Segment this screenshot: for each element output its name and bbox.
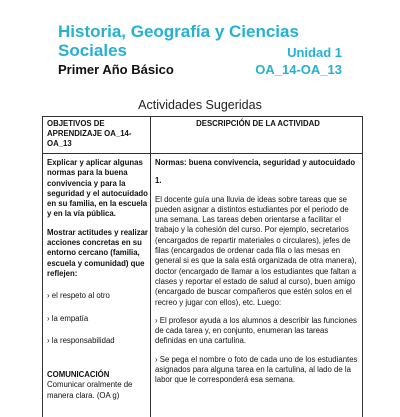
norms-heading: Normas: buena convivencia, seguridad y autocuidado (155, 158, 356, 167)
oa-range: OA_14-OA_13 (255, 62, 342, 77)
header-divider (43, 153, 363, 154)
value-item-empathy: › la empatía (47, 313, 89, 323)
value-item-respect: › el respeto al otro (47, 291, 110, 301)
value-item-responsibility: › la responsabilidad (47, 335, 115, 345)
grade-level: Primer Año Básico (58, 62, 174, 77)
activities-table (42, 116, 363, 417)
col-header-description: DESCRIPCIÓN DE LA ACTIVIDAD (196, 119, 320, 128)
subject-title: Historia, Geografía y Ciencias Sociales (58, 22, 299, 60)
activity-paragraph-1: El docente guía una lluvia de ideas sobre tareas que se pueden asignar a distintos estudiantes por el periodo de una semana. Las tareas deben orientarse a facilitar el trabajo y la cohesión del curso. Por ejemplo, secretarios (encargados de repartir materiales o circulares), jefes de filas (encargados de ordenar cada fila o las mesas en general si es que la sala está organizada de otra manera), doctor (encargado de llamar a los estudiantes que faltan a clases y reportar el estado de salud al curso), buen amigo (encargado de buscar compañeros que estén solos en el recreo y jugar con ellos), etc. Luego: (155, 194, 357, 307)
section-title: Actividades Sugeridas (138, 98, 262, 112)
activity-paragraph-3: › Se pega el nombre o foto de cada uno de los estudiantes asignados para alguna tarea en la cartulina, al lado de la labor que le corresponderá esa semana. (155, 354, 358, 385)
description-cell (155, 158, 359, 386)
objective-text-2: Mostrar actitudes y realizar acciones concretas en su entorno cercano (familia, escuela y comunidad) que reflejen: (47, 227, 148, 278)
objectives-cell (47, 158, 149, 401)
activity-paragraph-2: › El profesor ayuda a los alumnos a describir las funciones de cada tarea y, en conjunto, enumeran las tareas definidas en una cartulina. (155, 315, 357, 346)
objective-text-1: Explicar y aplicar algunas normas para la buena convivencia y para la seguridad y el autocuidado en su familia, en la escuela y en la vía pública. (47, 158, 148, 219)
unit-label: Unidad 1 (287, 45, 342, 60)
communication-heading: COMUNICACIÓN (47, 370, 110, 380)
col-header-objectives: OBJETIVOS DE APRENDIZAJE OA_14-OA_13 (47, 119, 132, 148)
activity-number: 1. (155, 176, 162, 186)
communication-text: Comunicar oralmente de manera clara. (OA g) (47, 380, 133, 400)
